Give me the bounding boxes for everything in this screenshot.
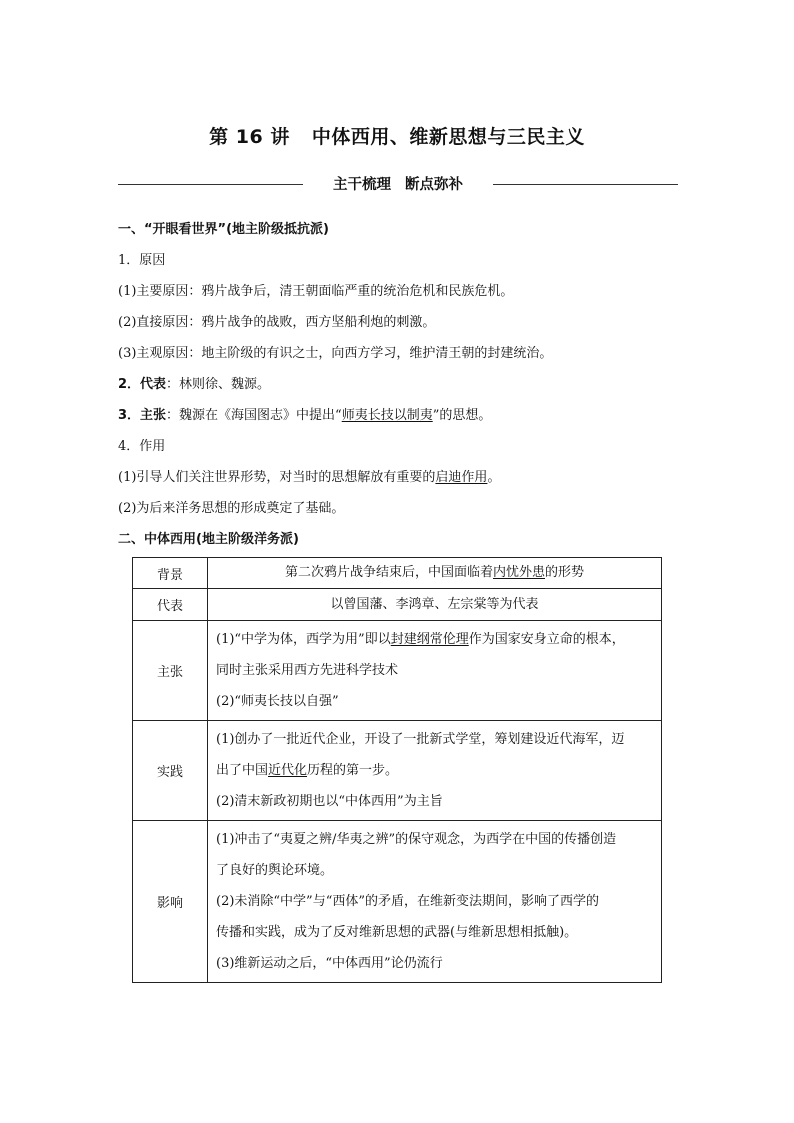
section2-heading: 二、中体西用(地主阶级洋务派) xyxy=(118,532,299,547)
reason-heading: 1．原因 xyxy=(118,253,166,268)
lesson-title: 中体西用、维新思想与三民主义 xyxy=(311,126,585,148)
table-row xyxy=(133,621,662,721)
row-label-claims: 主张 xyxy=(133,621,208,721)
section-header-label: 主干梳理 断点弥补 xyxy=(333,177,463,193)
representatives-line: 2．代表：林则徐、魏源。 xyxy=(118,377,271,392)
representatives-cell: 以曾国藩、李鸿章、左宗棠等为代表 xyxy=(208,589,662,621)
row-label-impact: 影响 xyxy=(133,821,208,983)
lesson-number: 第 16 讲 xyxy=(209,126,290,148)
background-cell: 第二次鸦片战争结束后，中国面临着内忧外患的形势 xyxy=(208,558,662,589)
reason-main: (1)主要原因：鸦片战争后，清王朝面临严重的统治危机和民族危机。 xyxy=(118,284,514,299)
page-title xyxy=(0,122,794,149)
row-label-representatives: 代表 xyxy=(133,589,208,621)
row-label-background: 背景 xyxy=(133,558,208,589)
table-row xyxy=(133,821,662,983)
impact-cell: (1)冲击了“夷夏之辨/华夷之辨”的保守观念，为西学在中国的传播创造 了良好的舆论环境。 (2)未消除“中学”与“西体”的矛盾，在维新变法期间，影响了西学的 传播和实践，成为了反对维新思想的武器(与维新思想相抵触)。 (3)维新运动之后，“中体西用”论仍流行 xyxy=(208,821,662,983)
section1-heading: 一、“开眼看世界”(地主阶级抵抗派) xyxy=(118,222,329,237)
practice-cell: (1)创办了一批近代企业，开设了一批新式学堂，筹划建设近代海军，迈 出了中国近代化历程的第一步。 (2)清末新政初期也以“中体西用”为主旨 xyxy=(208,721,662,821)
table-row xyxy=(133,589,662,621)
table-row xyxy=(133,558,662,589)
effect-1: (1)引导人们关注世界形势，对当时的思想解放有重要的启迪作用。 xyxy=(118,470,501,485)
reason-subjective: (3)主观原因：地主阶级的有识之士，向西方学习，维护清王朝的封建统治。 xyxy=(118,346,553,361)
table-row xyxy=(133,721,662,821)
effect-heading: 4．作用 xyxy=(118,439,166,454)
row-label-practice: 实践 xyxy=(133,721,208,821)
reason-direct: (2)直接原因：鸦片战争的战败，西方坚船利炮的刺激。 xyxy=(118,315,436,330)
effect-2: (2)为后来洋务思想的形成奠定了基础。 xyxy=(118,501,345,516)
claims-cell: (1)“中学为体，西学为用”即以封建纲常伦理作为国家安身立命的根本， 同时主张采用西方先进科学技术 (2)“师夷长技以自强” xyxy=(208,621,662,721)
section-header xyxy=(118,173,678,195)
claim-line: 3．主张：魏源在《海国图志》中提出“师夷长技以制夷”的思想。 xyxy=(118,408,492,423)
summary-table xyxy=(132,557,662,983)
